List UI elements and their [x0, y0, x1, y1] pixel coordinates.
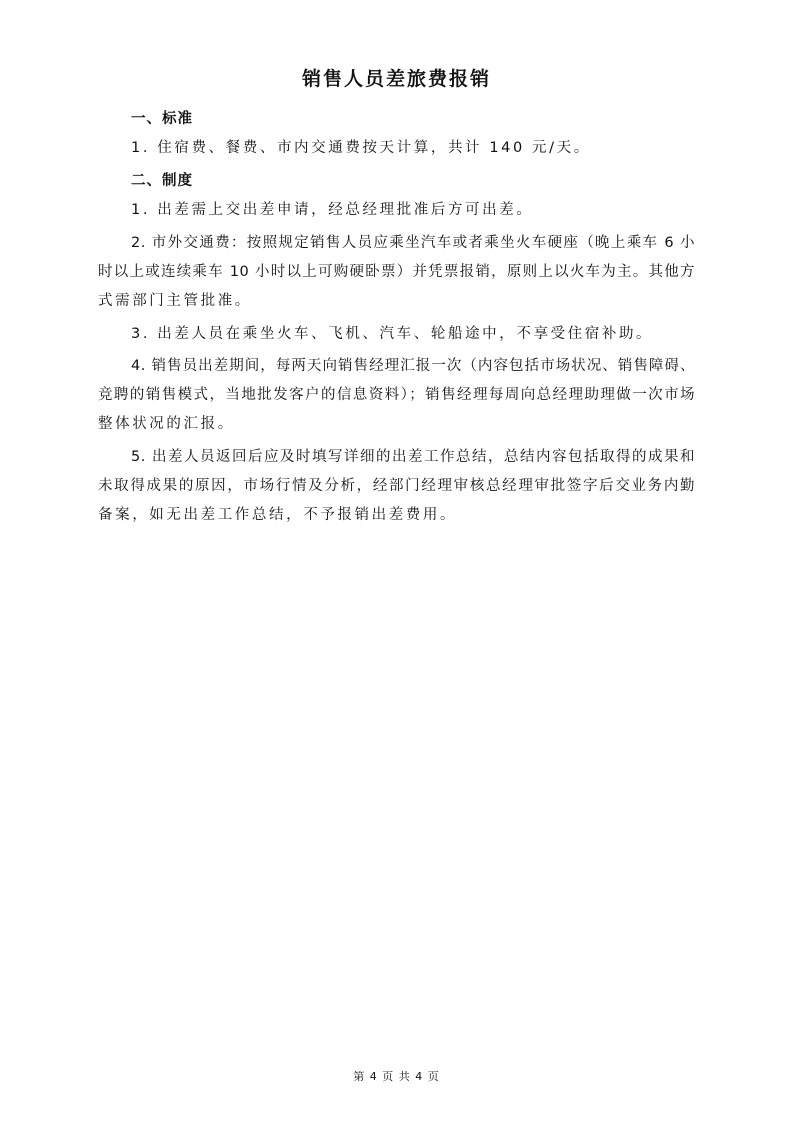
paragraph-line: 备案，如无出差工作总结，不予报销出差费用。 — [98, 507, 458, 523]
paragraph-line: 未取得成果的原因，市场行情及分析，经部门经理审核总经理审批签字后交业务内勤 — [98, 478, 695, 494]
page-number-footer: 第 4 页 共 4 页 — [353, 1070, 440, 1083]
paragraph-line: 1. 住宿费、餐费、市内交通费按天计算，共计 140 元/天。 — [131, 140, 591, 156]
section-heading-standard: 一、标准 — [131, 111, 193, 127]
paragraph-line: 4. 销售员出差期间，每两天向销售经理汇报一次（内容包括市场状况、销售障碍、 — [131, 358, 695, 374]
paragraph-line: 2. 市外交通费：按照规定销售人员应乘坐汽车或者乘坐火车硬座（晚上乘车 6 小 — [131, 235, 695, 251]
paragraph-line: 5. 出差人员返回后应及时填写详细的出差工作总结，总结内容包括取得的成果和 — [131, 449, 695, 465]
paragraph-line: 时以上或连续乘车 10 小时以上可购硬卧票）并凭票报销，原则上以火车为主。其他方 — [98, 264, 695, 280]
paragraph-line: 3. 出差人员在乘坐火车、飞机、汽车、轮船途中，不享受住宿补助。 — [131, 326, 654, 342]
paragraph-line: 式需部门主管批准。 — [98, 293, 252, 309]
paragraph-line: 竞聘的销售模式，当地批发客户的信息资料）；销售经理每周向总经理助理做一次市场 — [98, 387, 695, 403]
section-heading-system: 二、制度 — [131, 173, 193, 189]
paragraph-line: 1. 出差需上交出差申请，经总经理批准后方可出差。 — [131, 202, 534, 218]
page-title: 销售人员差旅费报销 — [301, 68, 491, 90]
paragraph-line: 整体状况的汇报。 — [98, 416, 235, 432]
